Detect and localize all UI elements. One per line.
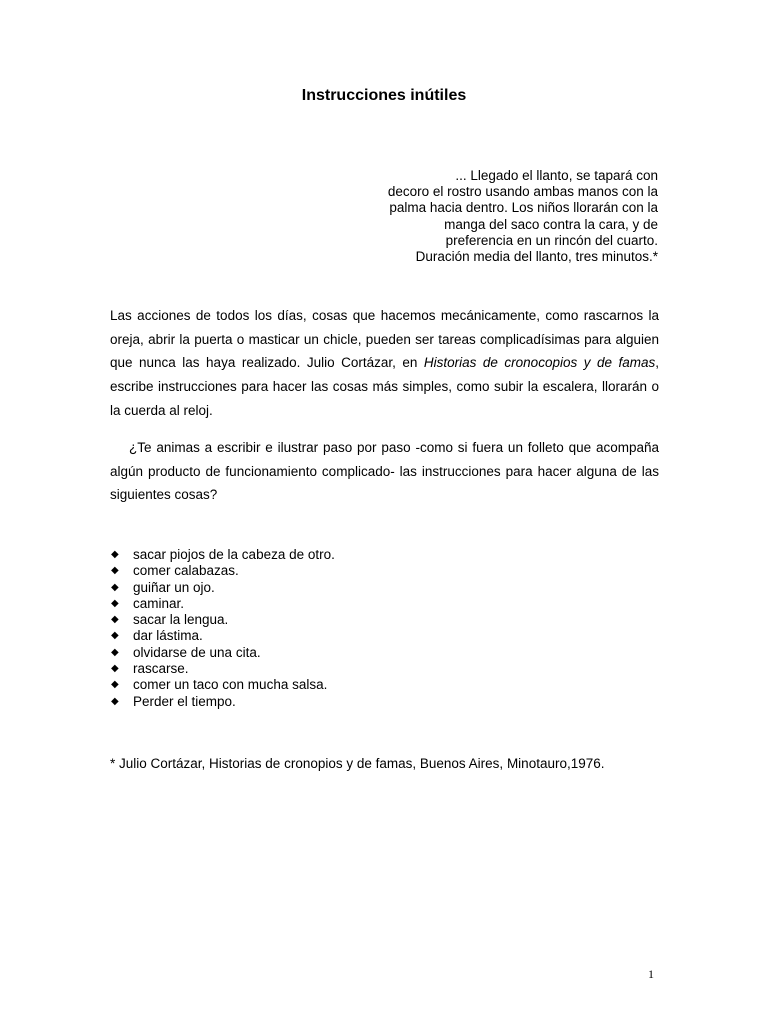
epigraph-line: ... Llegado el llanto, se tapará con xyxy=(455,168,658,183)
diamond-bullet-icon: ◆ xyxy=(111,581,119,593)
list-item-label: olvidarse de una cita. xyxy=(133,644,261,660)
list-item-label: caminar. xyxy=(133,595,185,611)
diamond-bullet-icon: ◆ xyxy=(111,695,119,707)
diamond-bullet-icon: ◆ xyxy=(111,549,119,560)
epigraph-line: manga del saco contra la cara, y de xyxy=(444,216,658,232)
list-item-label: comer calabazas. xyxy=(133,563,239,579)
epigraph-line: preferencia en un rincón del cuarto. xyxy=(445,232,658,248)
page-number: 1 xyxy=(648,967,654,981)
list-item xyxy=(110,596,335,612)
list-item xyxy=(110,694,335,710)
list-item xyxy=(110,547,335,563)
list-item-label: sacar piojos de la cabeza de otro. xyxy=(133,547,335,562)
list-item xyxy=(110,563,335,579)
epigraph-line: Duración media del llanto, tres minutos.* xyxy=(415,249,658,265)
diamond-bullet-icon: ◆ xyxy=(111,663,119,675)
book-title-italic: Historias de cronocopios y de famas xyxy=(423,355,656,371)
list-item-label: guiñar un ojo. xyxy=(133,579,215,595)
list-item-label: dar lástima. xyxy=(133,628,203,644)
intro-paragraph-text: Las acciones de todos los días, cosas que hacemos mecánicamente, como rascarnos la oreja, abrir la puerta o masticar un chicle, pueden ser tareas complicadísimas para alguien que nunca las haya realizado. Julio Cortázar, en xyxy=(110,308,659,371)
list-item-label: sacar la lengua. xyxy=(133,612,229,628)
list-item-label: rascarse. xyxy=(133,661,189,677)
diamond-bullet-icon: ◆ xyxy=(111,614,119,626)
intro-paragraph xyxy=(110,304,659,423)
footnote: * Julio Cortázar, Historias de cronopios y de famas, Buenos Aires, Minotauro,1976. xyxy=(110,756,605,771)
diamond-bullet-icon: ◆ xyxy=(111,630,119,642)
list-item xyxy=(110,645,335,661)
list-item xyxy=(110,661,335,677)
list-item-label: Perder el tiempo. xyxy=(133,693,236,709)
diamond-bullet-icon: ◆ xyxy=(111,679,119,691)
task-list xyxy=(110,547,335,710)
list-item-label: comer un taco con mucha salsa. xyxy=(133,677,328,693)
list-item xyxy=(110,628,335,644)
diamond-bullet-icon: ◆ xyxy=(111,646,119,658)
epigraph xyxy=(338,168,658,265)
list-item xyxy=(110,677,335,693)
intro-paragraph-text-end: , escribe instrucciones para hacer las cosas más simples, como subir la escalera, llorarán o la cuerda al reloj. xyxy=(110,355,659,418)
epigraph-line: palma hacia dentro. Los niños llorarán con la xyxy=(389,200,658,216)
document-title: Instrucciones inútiles xyxy=(301,87,467,104)
epigraph-line: decoro el rostro usando ambas manos con la xyxy=(387,184,658,200)
question-paragraph: ¿Te animas a escribir e ilustrar paso por paso -como si fuera un folleto que acompaña algún producto de funcionamiento complicado- las instrucciones para hacer alguna de las siguientes cosas? xyxy=(110,440,659,503)
diamond-bullet-icon: ◆ xyxy=(111,565,119,577)
list-item xyxy=(110,580,335,596)
list-item xyxy=(110,612,335,628)
diamond-bullet-icon: ◆ xyxy=(111,597,119,609)
